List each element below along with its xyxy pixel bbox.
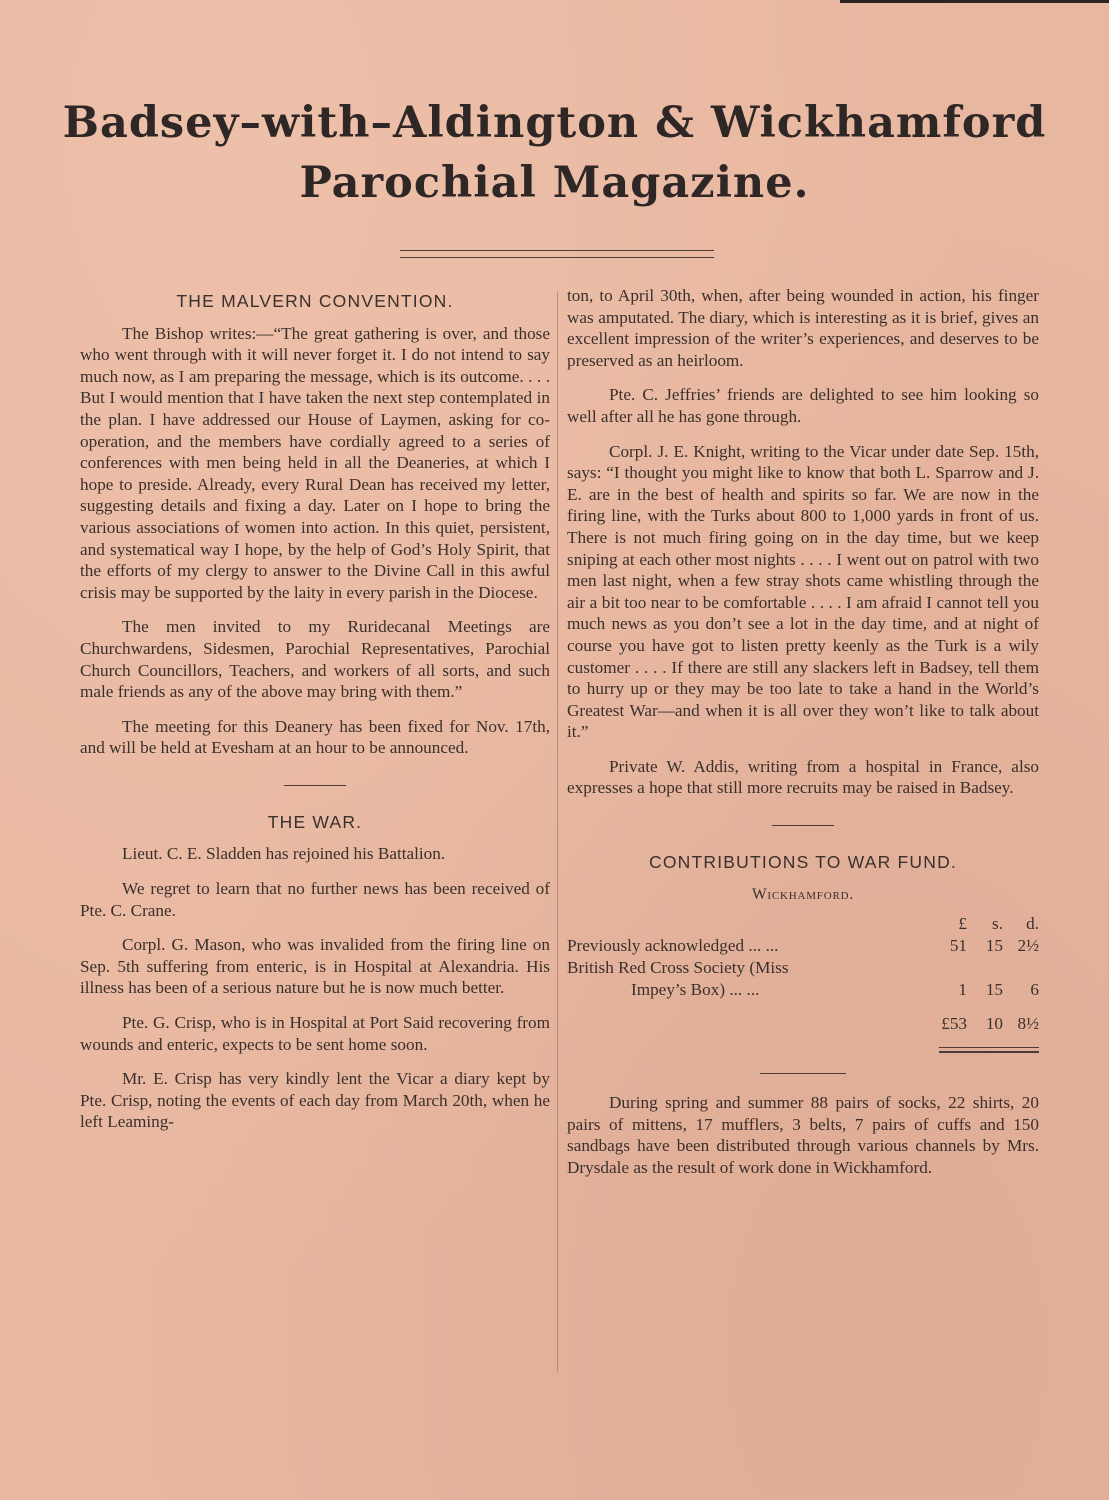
table-row xyxy=(567,935,1039,957)
row-label: British Red Cross Society (Miss xyxy=(567,958,789,978)
row-pence: 6 xyxy=(1030,980,1039,1000)
row-label: Previously acknowledged ... ... xyxy=(567,936,779,956)
contributions-table xyxy=(567,913,1039,1035)
row-shillings: 15 xyxy=(985,936,1003,956)
section-rule xyxy=(284,785,346,786)
row-pounds xyxy=(923,957,967,979)
row-pounds: 51 xyxy=(949,936,967,956)
masthead-double-rule xyxy=(400,250,714,258)
table-row xyxy=(567,979,1039,1001)
row-pence xyxy=(1003,957,1039,979)
paragraph: We regret to learn that no further news has been received of Pte. C. Crane. xyxy=(80,879,550,920)
paragraph: Pte. C. Jeffries’ friends are delighted to see him looking so well after all he has gone through. xyxy=(567,385,1039,426)
masthead xyxy=(0,95,1109,211)
total-pence: 8½ xyxy=(1017,1014,1039,1034)
right-column xyxy=(567,285,1039,1192)
section-rule xyxy=(760,1073,846,1074)
total-shillings: 10 xyxy=(985,1014,1003,1034)
paragraph: Private W. Addis, writing from a hospital in France, also expresses a hope that still more recruits may be raised in Badsey. xyxy=(567,756,1039,798)
paragraph-continued: ton, to April 30th, when, after being wounded in action, his finger was amputated. The diary, which is interesting as it is brief, gives an excellent impression of the writer’s experiences, and deserves to be preserved as an heirloom. xyxy=(567,286,1039,370)
header-pence: d. xyxy=(1026,914,1039,934)
total-row xyxy=(567,1001,1039,1035)
header-shillings: s. xyxy=(992,914,1003,934)
section-title-malvern: THE MALVERN CONVENTION. xyxy=(176,291,454,311)
paragraph: Lieut. C. E. Sladden has rejoined his Battalion. xyxy=(122,844,446,864)
row-label: Impey’s Box) ... ... xyxy=(631,980,760,1000)
subheading-wickhamford: Wickhamford. xyxy=(751,885,855,903)
paragraph: Corpl. G. Mason, who was invalided from the firing line on Sep. 5th suffering from enteric, is in Hospital at Alexandria. His illness has been of a serious nature but he is now much better. xyxy=(80,935,550,998)
paragraph: Pte. G. Crisp, who is in Hospital at Port Said recovering from wounds and enteric, expects to be sent home soon. xyxy=(80,1013,550,1054)
table-row xyxy=(567,957,1039,979)
row-shillings xyxy=(967,957,1003,979)
row-shillings: 15 xyxy=(985,980,1003,1000)
paragraph: Mr. E. Crisp has very kindly lent the Vicar a diary kept by Pte. Crisp, noting the events of each day from March 20th, when he left Leaming- xyxy=(80,1069,550,1132)
column-divider xyxy=(557,292,558,1372)
paragraph: The meeting for this Deanery has been fixed for Nov. 17th, and will be held at Evesham at an hour to be announced. xyxy=(80,716,550,758)
total-pounds: £53 xyxy=(941,1014,967,1034)
row-pounds: 1 xyxy=(958,980,967,1000)
section-title-war: THE WAR. xyxy=(267,811,363,832)
currency-header-row xyxy=(567,913,1039,935)
section-title-war-fund: CONTRIBUTIONS TO WAR FUND. xyxy=(649,852,957,873)
row-pence: 2½ xyxy=(1017,936,1039,956)
total-double-rule xyxy=(939,1047,1039,1053)
masthead-line-1: Badsey–with–Aldington & Wickhamford xyxy=(62,98,1047,148)
header-pounds: £ xyxy=(958,914,967,934)
paragraph: Corpl. J. E. Knight, writing to the Vicar under date Sep. 15th, says: “I thought you might like to know that both L. Sparrow and J. E. are in the best of health and spirits so far. We are now in the firing line, with the Turks about 800 to 1,000 yards in front of us. There is not much firing going on in the day time, but we keep sniping at each other most nights . . . . I went out on patrol with two men last night, when a few stray shots came whistling through the air a bit too near to be comfortable . . . . I am afraid I cannot tell you much news as you don’t see a lot in the day time, and at night of course you have got to listen pretty keenly as the Turk is a wily customer . . . . If there are still any slackers left in Badsey, tell them to hurry up or they may be too late to take a hand in the World’s Greatest War—and when it is all over they won’t like to talk about it.” xyxy=(567,441,1039,742)
paragraph: The Bishop writes:—“The great gathering is over, and those who went through with it will never forget it. I do not intend to say much now, as I am preparing the message, which is its outcome. . . . But I would mention that I have taken the next step contemplated in the plan. I have addressed our House of Laymen, asking for co-operation, and the members have cordially agreed to a series of conferences with men being held in all the Deaneries, at which I hope to preside. Already, every Rural Dean has received my letter, suggesting details and fixing a day. Later on I hope to bring the various associations of women into action. In this quiet, persistent, and systematical way I hope, by the help of God’s Holy Spirit, that the efforts of my clergy to answer to the Divine Call in this awful crisis may be supported by the laity in every parish in the Diocese. xyxy=(80,323,550,602)
top-border-line xyxy=(840,0,1109,3)
paragraph: The men invited to my Ruridecanal Meetings are Churchwardens, Sidesmen, Parochial Representatives, Parochial Church Councillors, Teachers, and workers of all sorts, and such male friends as any of the above may bring with them.” xyxy=(80,617,550,702)
left-column xyxy=(80,285,550,1146)
masthead-line-2: Parochial Magazine. xyxy=(299,158,810,208)
section-rule xyxy=(772,825,834,826)
paragraph: During spring and summer 88 pairs of socks, 22 shirts, 20 pairs of mittens, 17 mufflers, 3 belts, 7 pairs of cuffs and 150 sandbags have been distributed through various channels by Mrs. Drysdale as the result of work done in Wickhamford. xyxy=(567,1093,1039,1178)
